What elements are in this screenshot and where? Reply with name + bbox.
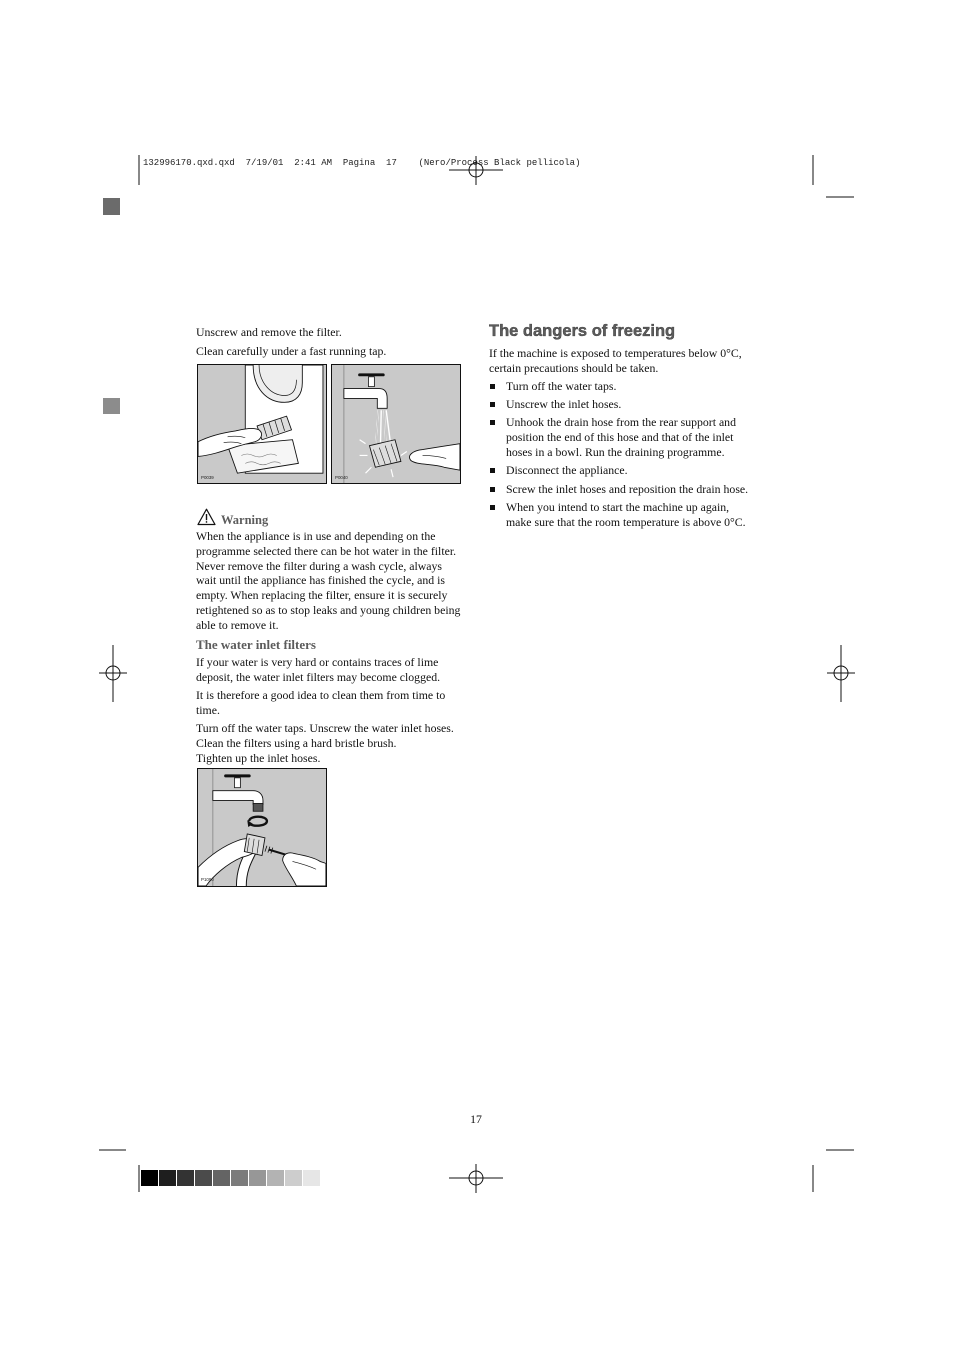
color-bar-swatch <box>195 1170 212 1186</box>
section-title-freezing: The dangers of freezing <box>489 322 676 340</box>
registration-mark-right <box>827 645 855 702</box>
color-bar-swatch <box>231 1170 248 1186</box>
bullet-square-icon <box>490 384 495 389</box>
figure-code: P0040 <box>335 475 348 481</box>
printer-slug-line: 132996170.qxd.qxd 7/19/01 2:41 AM Pagina 17 (Nero/Process Black pellicola) <box>143 158 581 168</box>
crop-mark-bottom-left <box>99 1150 139 1192</box>
list-item-text: Disconnect the appliance. <box>506 463 628 477</box>
grayscale-color-bar <box>141 1170 321 1186</box>
list-item-text: Turn off the water taps. <box>506 379 617 393</box>
list-item-text: Unscrew the inlet hoses. <box>506 397 622 411</box>
paragraph: It is therefore a good idea to clean them from time to time. <box>196 688 446 717</box>
warning-title: Warning <box>221 513 269 527</box>
color-bar-swatch <box>303 1170 320 1186</box>
color-bar-swatch <box>267 1170 284 1186</box>
crop-mark-bottom-right <box>813 1150 854 1192</box>
crop-mark-top-right <box>813 155 854 197</box>
warning-text: When the appliance is in use and depending on the programme selected there can be hot water in the filter. Never remove the filter during a wash cycle, always wait until the appliance has finished the cycle, and is empty. When replacing the filter, ensure it is securely retightened so as to stop leaks and young children being able to remove it. <box>196 529 461 632</box>
color-bar-swatch <box>213 1170 230 1186</box>
figure-code: P1090 <box>201 877 214 883</box>
illustration-filter-removal <box>197 364 327 484</box>
list-item-text: Unhook the drain hose from the rear support and position the end of this hose and that of the inlet hoses in a bowl. Run the draining programme. <box>506 415 736 459</box>
bullet-square-icon <box>490 505 495 510</box>
section-title-inlet-filters: The water inlet filters <box>196 637 316 652</box>
warning-triangle-icon <box>197 508 216 526</box>
gray-marker-square <box>103 198 120 215</box>
color-bar-swatch <box>159 1170 176 1186</box>
gray-marker-square <box>103 398 120 414</box>
instruction-line: Clean carefully under a fast running tap. <box>196 344 387 358</box>
list-item-text: When you intend to start the machine up again, make sure that the room temperature is above 0°C. <box>506 500 746 529</box>
color-bar-swatch <box>285 1170 302 1186</box>
bullet-square-icon <box>490 420 495 425</box>
page-number: 17 <box>470 1112 482 1126</box>
color-bar-swatch <box>141 1170 158 1186</box>
list-item-text: Screw the inlet hoses and reposition the drain hose. <box>506 482 749 496</box>
registration-mark-left <box>99 645 127 702</box>
illustration-inlet-filter-cleaning <box>197 768 327 887</box>
bullet-square-icon <box>490 468 495 473</box>
paragraph: If your water is very hard or contains traces of lime deposit, the water inlet filters may become clogged. <box>196 655 441 684</box>
paragraph: If the machine is exposed to temperatures below 0°C, certain precautions should be taken. <box>489 346 742 375</box>
color-bar-swatch <box>249 1170 266 1186</box>
color-bar-swatch <box>177 1170 194 1186</box>
registration-mark-bottom <box>449 1164 503 1193</box>
illustration-filter-rinse <box>331 364 461 484</box>
paragraph: Turn off the water taps. Unscrew the water inlet hoses. Clean the filters using a hard bristle brush. Tighten up the inlet hoses. <box>196 721 454 765</box>
instruction-line: Unscrew and remove the filter. <box>196 325 342 339</box>
figure-code: P0039 <box>201 475 214 481</box>
bullet-square-icon <box>490 487 495 492</box>
bullet-square-icon <box>490 402 495 407</box>
